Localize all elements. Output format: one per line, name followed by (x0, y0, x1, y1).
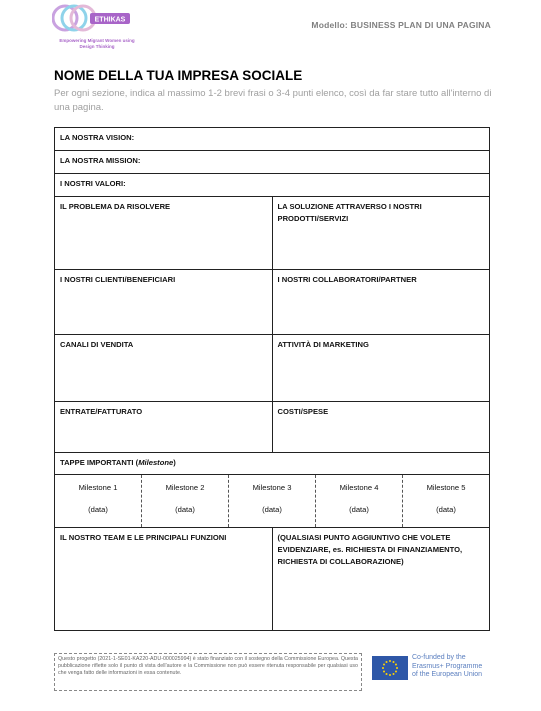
ethikas-logo (52, 2, 138, 36)
funding-disclaimer: Questo progetto (2021-1-SE01-KA220-ADU-000025994) è stato finanziato con il sostegno della Commissione Europea. Questa pubblicazione riflette solo il punto di vista dell'autore e la Commissione non può essere ritenuta responsabile per qualsiasi uso che venga fatto delle informazioni in essa contenute. (54, 653, 362, 691)
extra-cell[interactable] (272, 528, 490, 631)
milestone-date: (data) (349, 505, 369, 514)
problem-label: IL PROBLEMA DA RISOLVERE (60, 202, 171, 211)
milestone-5[interactable] (403, 475, 489, 527)
team-label: IL NOSTRO TEAM E LE PRINCIPALI FUNZIONI (60, 533, 227, 542)
model-label: Modello: BUSINESS PLAN DI UNA PAGINA (311, 20, 491, 30)
milestone-1[interactable] (55, 475, 142, 527)
problem-cell[interactable] (55, 197, 273, 270)
milestone-4[interactable] (316, 475, 403, 527)
partners-cell[interactable] (272, 270, 490, 335)
channels-label: CANALI DI VENDITA (60, 340, 134, 349)
milestone-date: (data) (436, 505, 456, 514)
eu-line-3: of the European Union (412, 671, 483, 678)
eu-cofunding-text (412, 654, 482, 680)
solution-label: LA SOLUZIONE ATTRAVERSO I NOSTRI PRODOTTI/SERVIZI (277, 202, 422, 223)
revenue-cell[interactable] (55, 402, 273, 453)
milestone-label: Milestone 4 (339, 483, 379, 492)
solution-cell[interactable] (272, 197, 490, 270)
marketing-cell[interactable] (272, 335, 490, 402)
milestones-heading-cell (55, 453, 490, 475)
logo-tagline: Empowering Migrant Women using Design Thinking (59, 38, 135, 49)
eu-line-2: Erasmus+ Programme (412, 662, 483, 670)
values-label: I NOSTRI VALORI: (60, 179, 126, 188)
mission-cell[interactable] (55, 151, 490, 174)
milestone-label: Milestone 5 (426, 483, 466, 492)
page-subtitle: Per ogni sezione, indica al massimo 1-2 brevi frasi o 3-4 punti elenco, così da far stare tutto all'interno di una pagina. (54, 88, 492, 113)
vision-cell[interactable] (55, 128, 490, 151)
milestones-heading: TAPPE IMPORTANTI (Milestone) (60, 458, 176, 467)
extra-label: (QUALSIASI PUNTO AGGIUNTIVO CHE VOLETE EVIDENZIARE, es. RICHIESTA DI FINANZIAMENTO, RICHIESTA DI COLLABORAZIONE) (277, 533, 463, 566)
clients-label: I NOSTRI CLIENTI/BENEFICIARI (60, 275, 176, 284)
page-title: NOME DELLA TUA IMPRESA SOCIALE (54, 68, 303, 83)
milestone-label: Milestone 1 (78, 483, 118, 492)
milestone-date: (data) (262, 505, 282, 514)
milestones-row (55, 475, 490, 528)
milestone-label: Milestone 2 (165, 483, 205, 492)
milestone-3[interactable] (229, 475, 316, 527)
partners-label: I NOSTRI COLLABORATORI/PARTNER (277, 275, 417, 284)
channels-cell[interactable] (55, 335, 273, 402)
logo-text: ETHIKAS (94, 16, 126, 24)
mission-label: LA NOSTRA MISSION: (60, 156, 141, 165)
milestone-date: (data) (175, 505, 195, 514)
business-plan-table (54, 127, 490, 631)
costs-label: COSTI/SPESE (277, 407, 329, 416)
clients-cell[interactable] (55, 270, 273, 335)
milestone-date: (data) (88, 505, 108, 514)
team-cell[interactable] (55, 528, 273, 631)
eu-line-1: Co-funded by the (412, 654, 466, 661)
milestone-2[interactable] (142, 475, 229, 527)
revenue-label: ENTRATE/FATTURATO (60, 407, 143, 416)
milestone-label: Milestone 3 (252, 483, 292, 492)
vision-label: LA NOSTRA VISION: (60, 133, 135, 142)
values-cell[interactable] (55, 174, 490, 197)
eu-flag-icon (372, 656, 408, 680)
marketing-label: ATTIVITÀ DI MARKETING (277, 340, 369, 349)
costs-cell[interactable] (272, 402, 490, 453)
